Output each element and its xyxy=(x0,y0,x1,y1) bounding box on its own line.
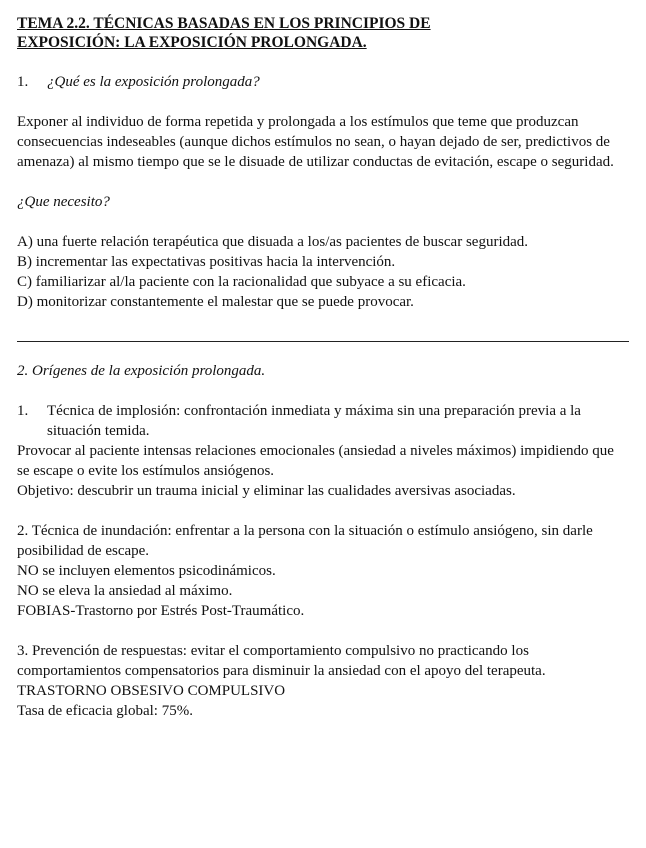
item3-line-2: TRASTORNO OBSESIVO COMPULSIVO xyxy=(17,683,286,699)
item1-text: Técnica de implosión: confrontación inmediata y máxima sin una preparación previa a la situación temida. xyxy=(47,403,581,439)
section1-number: 1. xyxy=(17,74,29,90)
item1-line-2: Provocar al paciente intensas relaciones emocionales (ansiedad a niveles máximos) impidiendo que se escape o evite los estímulos ansiógenos. xyxy=(17,443,614,479)
need-item-d: D) monitorizar constantemente el malestar que se puede provocar. xyxy=(17,294,414,310)
item1-line-3: Objetivo: descubrir un trauma inicial y eliminar las cualidades aversivas asociadas. xyxy=(17,483,516,499)
item3-text: 3. Prevención de respuestas: evitar el comportamiento compulsivo no practicando los comportamientos compensatorios para disminuir la ansiedad con el apoyo del terapeuta. xyxy=(17,643,546,679)
item2-line-4: FOBIAS-Trastorno por Estrés Post-Traumático. xyxy=(17,603,305,619)
item1-number: 1. xyxy=(17,403,29,419)
document-page xyxy=(17,14,629,721)
item2-text: 2. Técnica de inundación: enfrentar a la persona con la situación o estímulo ansiógeno, sin darle posibilidad de escape. xyxy=(17,523,593,559)
section1-question-text: ¿Qué es la exposición prolongada? xyxy=(47,74,260,90)
section2-item-1 xyxy=(17,401,629,441)
section1-answer: Exponer al individuo de forma repetida y prolongada a los estímulos que teme que produzcan consecuencias indeseables (aunque dichos estímulos no sean, o hayan dejado de ser, predictivos de amenaza) al mismo tiempo que se le disuade de utilizar conductas de evitación, escape o seguridad. xyxy=(17,114,614,170)
need-item-b: B) incrementar las expectativas positivas hacia la intervención. xyxy=(17,254,396,270)
title-line-1: TEMA 2.2. TÉCNICAS BASADAS EN LOS PRINCIPIOS DE xyxy=(17,15,431,32)
need-question: ¿Que necesito? xyxy=(17,194,110,210)
needs-list xyxy=(17,232,629,312)
need-item-a: A) una fuerte relación terapéutica que disuada a los/as pacientes de buscar seguridad. xyxy=(17,234,529,250)
item2-line-3: NO se eleva la ansiedad al máximo. xyxy=(17,583,233,599)
item2-line-2: NO se incluyen elementos psicodinámicos. xyxy=(17,563,276,579)
need-item-c: C) familiarizar al/la paciente con la racionalidad que subyace a su eficacia. xyxy=(17,274,466,290)
title-line-2: EXPOSICIÓN: LA EXPOSICIÓN PROLONGADA. xyxy=(17,34,367,51)
document-title xyxy=(17,14,629,52)
section2-heading: 2. Orígenes de la exposición prolongada. xyxy=(17,363,266,379)
section1-question xyxy=(17,72,629,92)
item3-line-3: Tasa de eficacia global: 75%. xyxy=(17,703,193,719)
